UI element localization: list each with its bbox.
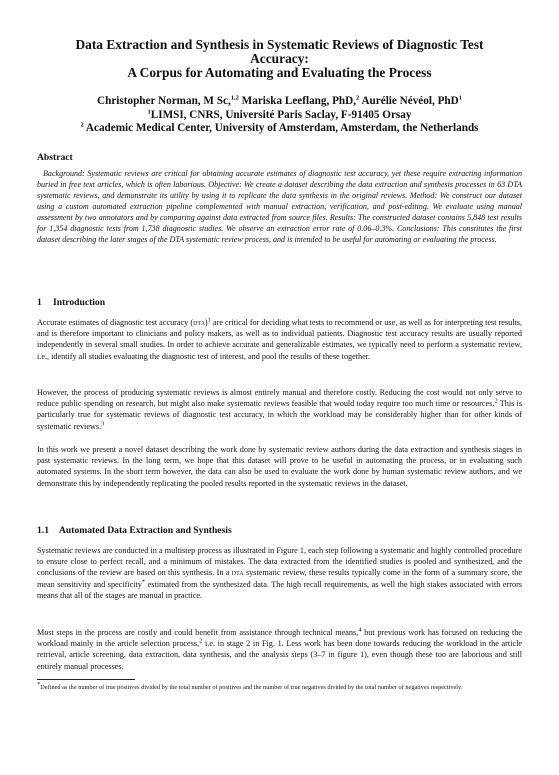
affiliation-marker: 1,2 <box>230 94 239 102</box>
subsection-paragraph-2: Most steps in the process are costly and could benefit from assistance through technical means,$^4$ but previous work has focused on reducing the workload mainly in the article selection process,$^2$ i.e. in stage 2 in Fig. 1. Less work has been done towards reducing the workload in the article retrieval, article screening, data extraction, data synthesis, and the analysis steps (3–7 in figure 1), even though these too are laborious and still entirely manual processes. <box>37 626 522 671</box>
title-line-3: A Corpus for Automating and Evaluating the Process <box>127 65 432 80</box>
affiliation-marker: 1 <box>458 94 462 102</box>
affiliation-2 <box>30 122 529 136</box>
intro-paragraph-3: In this work we present a novel dataset describing the work done by systematic review authors during the data extraction and synthesis stages in past systematic reviews. In the long term, we hope that this dataset will prove to be useful in automating the process, or in evaluating such automated systems. In the short term however, the data can also be used to evaluate the work done by human systematic review authors, and we demonstrate this by independently replicating the pooled results reported in the systematic reviews in the dataset. <box>37 445 522 488</box>
citation-marker: 1 <box>207 316 211 324</box>
author-neveol: Aurélie Névéol, PhD <box>359 95 459 107</box>
section-title: Introduction <box>53 297 106 308</box>
affiliation-text: LIMSI, CNRS, Université Paris Saclay, F-91405 Orsay <box>150 108 412 121</box>
affiliation-marker: 2 <box>356 94 360 102</box>
section-number: 1.1 <box>37 525 49 536</box>
author-norman: Christopher Norman, M Sc, <box>97 95 231 107</box>
author-block <box>30 95 529 136</box>
paper-title <box>40 38 519 80</box>
footnote-marker: * <box>141 577 146 585</box>
subsection-paragraph-1: Systematic reviews are conducted in a multistep process as illustrated in Figure 1, each step following a systematic and highly controlled procedure to ensure close to perfect recall, and a minimum of mistakes. The data extracted from the identified studies is pooled and synthesized, and the conclusions of the review are based on this synthesis. In a dta systematic review, these results typically come in the form of a summary score, the mean sensitivity and specificity* estimated from the synthesized data. The high recall requirements, as well the high stakes associated with errors means that all of the stages are manual in practice. <box>37 546 522 600</box>
section-number: 1 <box>37 297 42 308</box>
author-leeflang: Mariska Leeflang, PhD, <box>238 95 357 107</box>
intro-paragraph-2: However, the process of producing systematic reviews is almost entirely manual and therefore costly. Reducing the cost would not only serve to reduce public spending on research, but might also make systematic reviews feasible that would today require too much time or resources.$^2$ This is particularly true for systematic reviews of diagnostic test accuracy, in which the workload may be considerably higher than for other kinds of systematic reviews.$^3$ <box>37 388 523 431</box>
abstract-heading: Abstract <box>37 152 73 163</box>
citation-marker: 3 <box>101 419 105 427</box>
footnote-divider <box>37 679 135 680</box>
footnote <box>37 680 522 693</box>
section-heading-introduction <box>37 297 105 308</box>
author-list <box>30 95 529 109</box>
footnote-text: Defined as the number of true positives divided by the total number of positives and the number of true negatives divided by the total number of negatives respectively. <box>40 684 463 691</box>
affiliation-marker: 2 <box>80 121 84 129</box>
affiliation-marker: 1 <box>147 107 151 115</box>
title-line-2: Accuracy: <box>250 51 309 66</box>
acronym-dta: dta <box>231 568 244 578</box>
citation-marker: 4 <box>358 626 362 634</box>
section-heading-automated-extraction <box>37 525 232 536</box>
footnote-marker: * <box>37 680 41 688</box>
acronym-dta: dta <box>193 318 205 327</box>
citation-marker: 2 <box>199 637 203 645</box>
section-title: Automated Data Extraction and Synthesis <box>59 525 232 536</box>
affiliation-1 <box>30 109 529 123</box>
citation-marker: 2 <box>494 397 498 405</box>
intro-paragraph-1: Accurate estimates of diagnostic test accuracy (dta)$^1$ are critical for deciding what tests to recommend or use, as well as for interpreting test results, and is therefore important to clinicians and policy makers, as well as to individual patients. Diagnostic test accuracy results are usually reported independently in several small studies. In order to achieve accurate and generalizable estimates, we typically need to perform a systematic review, i.e., identify all studies evaluating the diagnostic test of interest, and pool the results of these together. <box>37 316 522 361</box>
title-line-1: Data Extraction and Synthesis in Systematic Reviews of Diagnostic Test <box>75 37 484 52</box>
abstract-body: Background: Systematic reviews are critical for obtaining accurate estimates of diagnostic test accuracy, yet these require extracting information buried in free text articles, which is often laborious. Objective: We create a dataset describing the data extraction and synthesis processes in 63 DTA systematic reviews, and demonstrate its utility by using it to replicate the data synthesis in the original reviews. Method: We construct our dataset using a custom automated extraction pipeline complemented with manual extraction, verification, and post-editing. We evaluate using manual assessment by two annotators and by comparing against data extracted from source files. Results: The constructed dataset contains 5,848 test results for 1,354 diagnostic tests from 1,738 diagnostic studies. We observe an extraction error rate of 0.06–0.3%. Conclusions: This constitutes the first dataset describing the later stages of the DTA systematic review process, and is intended to be useful for automating or evaluating the process. <box>37 169 522 244</box>
affiliation-text: Academic Medical Center, University of Amsterdam, Amsterdam, the Netherlands <box>83 122 479 134</box>
